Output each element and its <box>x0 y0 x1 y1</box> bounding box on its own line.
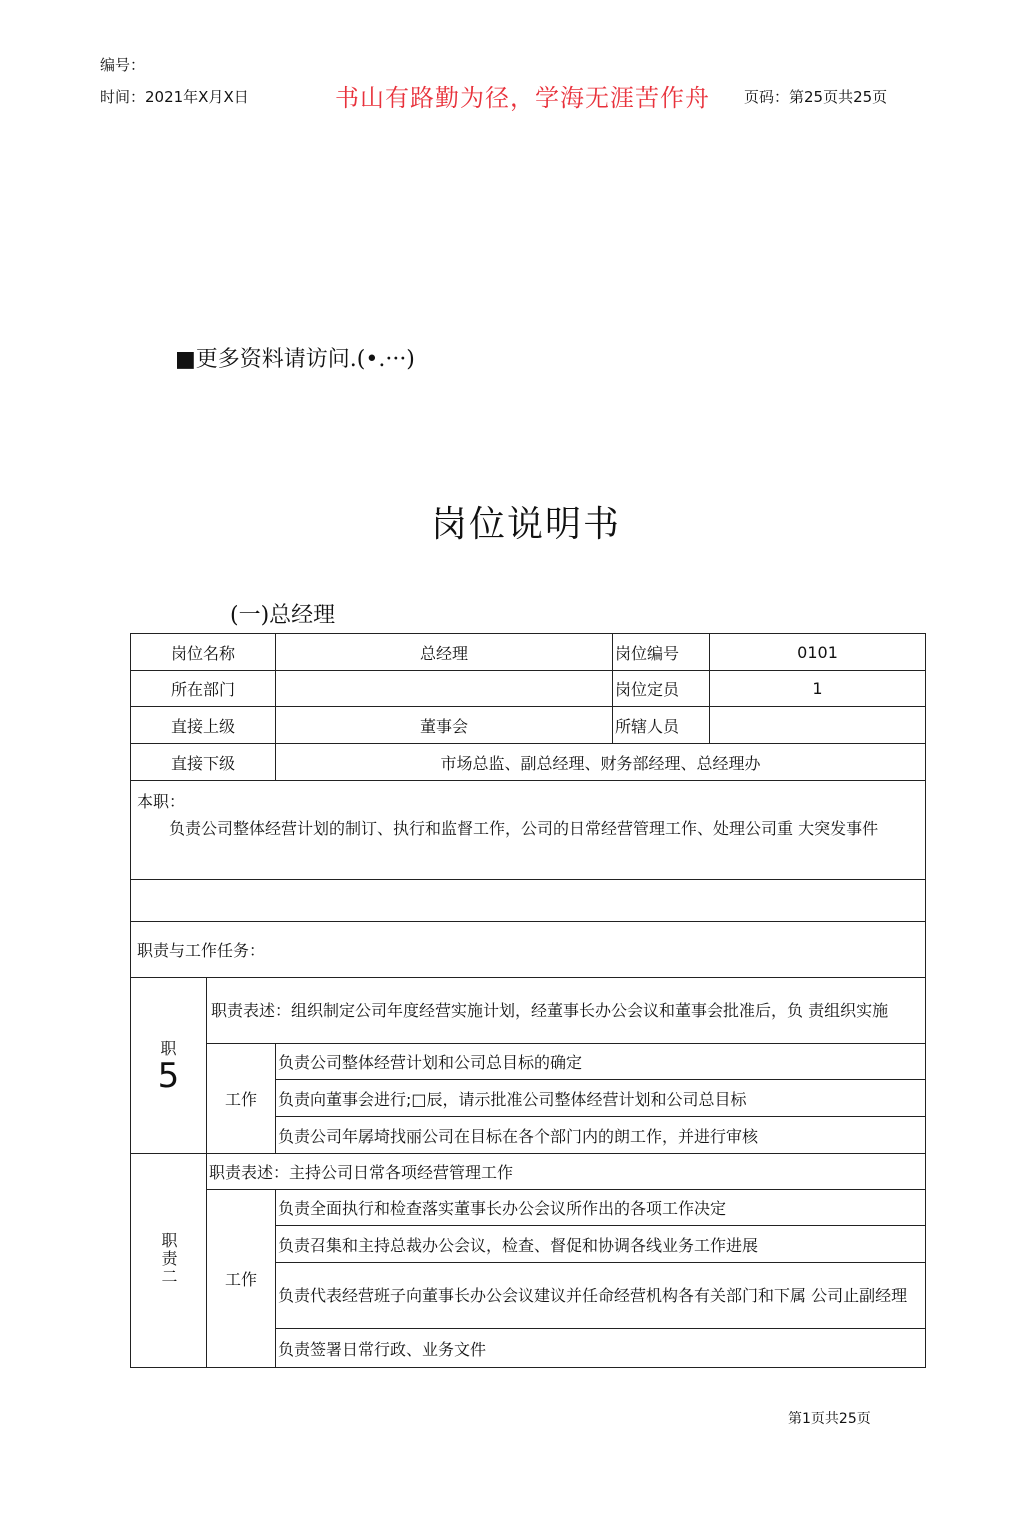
page-counter: 页码：第25页共25页 <box>744 88 888 106</box>
core-duty-label: 本职： <box>137 792 186 811</box>
section-title: (一)总经理 <box>230 603 336 628</box>
blank-row <box>131 880 926 922</box>
page-footer: 第1页共25页 <box>788 1411 871 1427</box>
duty-one-work-label: 工作 <box>207 1044 276 1154</box>
duty-one-label-top: 职 <box>160 1038 177 1058</box>
duties-heading: 职责与工作任务： <box>131 922 926 978</box>
subordinates-count-value <box>710 707 926 744</box>
table-row <box>131 744 926 781</box>
duty-two-task: 负责全面执行和检查落实董事长办公会议所作出的各项工作决定 <box>276 1190 926 1226</box>
job-description-table <box>130 633 926 1368</box>
duty-two-task: 负责召集和主持总裁办公会议，检查、督促和协调各线业务工作进展 <box>276 1226 926 1263</box>
subordinates-count-label: 所辖人员 <box>613 707 710 744</box>
direct-superior-value: 董事会 <box>276 707 613 744</box>
duty-two-work-label: 工作 <box>207 1190 276 1368</box>
duty-one-task: 负责向董事会进行;□辰，请示批准公司整体经营计划和公司总目标 <box>276 1080 926 1117</box>
header-motto: 书山有路勤为径，学海无涯苦作舟 <box>335 84 710 112</box>
duty-two-task: 负责代表经营班子向董事长办公会议建议并任命经营机构各有关部门和下属 公司止副经理 <box>276 1263 926 1329</box>
document-number-label: 编号： <box>100 56 146 74</box>
page-title: 岗位说明书 <box>431 504 622 545</box>
core-duty-text: 负责公司整体经营计划的制订、执行和监督工作，公司的日常经营管理工作、处理公司重 大突发事件 <box>169 819 879 838</box>
position-code-label: 岗位编号 <box>613 634 710 671</box>
duty-two-label-cell <box>131 1154 207 1368</box>
duty-two-label: 职责二 <box>159 1231 178 1286</box>
table-row <box>131 781 926 880</box>
core-duty-cell <box>131 781 926 880</box>
position-name-value: 总经理 <box>276 634 613 671</box>
table-row <box>131 671 926 707</box>
direct-superior-label: 直接上级 <box>131 707 276 744</box>
document-date: 时间：2021年X月X日 <box>100 88 249 106</box>
department-value <box>276 671 613 707</box>
more-info-link-text: ■更多资料请访问.(•.···) <box>175 347 415 372</box>
table-row <box>131 1190 926 1226</box>
duty-one-label-cell <box>131 978 207 1154</box>
department-label: 所在部门 <box>131 671 276 707</box>
table-row <box>131 707 926 744</box>
duty-one-task: 负责公司整体经营计划和公司总目标的确定 <box>276 1044 926 1080</box>
headcount-value: 1 <box>710 671 926 707</box>
table-row <box>131 1154 926 1190</box>
direct-subordinates-value: 市场总监、副总经理、财务部经理、总经理办 <box>276 744 926 781</box>
position-name-label: 岗位名称 <box>131 634 276 671</box>
table-row <box>131 880 926 922</box>
table-row <box>131 978 926 1044</box>
position-code-value: 0101 <box>710 634 926 671</box>
duty-one-description: 职责表述：组织制定公司年度经营实施计划，经董事长办公会议和董事会批准后，负 责组织实施 <box>207 978 926 1044</box>
table-row <box>131 634 926 671</box>
duty-one-task: 负责公司年孱埼找丽公司在目标在各个部门内的朗工作，并进行审核 <box>276 1117 926 1154</box>
duty-two-task: 负责签署日常行政、业务文件 <box>276 1329 926 1368</box>
duty-one-label-number: 5 <box>157 1055 180 1096</box>
direct-subordinates-label: 直接下级 <box>131 744 276 781</box>
headcount-label: 岗位定员 <box>613 671 710 707</box>
table-row <box>131 1044 926 1080</box>
duty-two-description: 职责表述：主持公司日常各项经营管理工作 <box>207 1154 926 1190</box>
table-row <box>131 922 926 978</box>
